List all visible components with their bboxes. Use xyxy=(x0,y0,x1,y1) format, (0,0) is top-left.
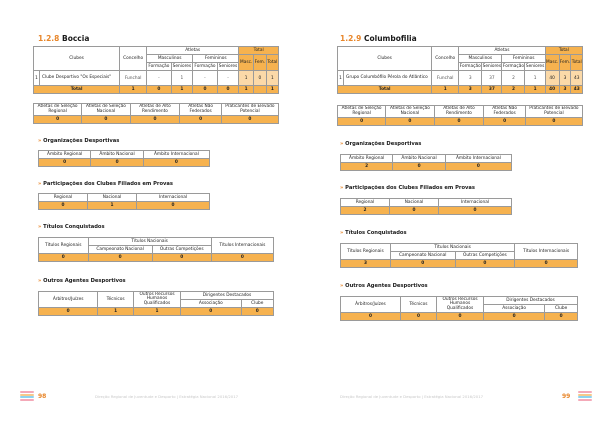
row-index: 1 xyxy=(34,71,40,86)
agents-heading: » Outros Agentes Desportivos xyxy=(38,278,126,284)
header-cell: Internacional xyxy=(439,199,512,207)
part-title: Participações dos Clubes Filiados em Provas xyxy=(43,181,174,187)
header-cell: Internacional xyxy=(137,194,210,202)
header-cell: Regional xyxy=(341,199,390,207)
cell-value: 1 xyxy=(98,308,134,316)
footer-text: Direção Regional de Juventude e Desporto | Estratégia Nacional 2016/2017 xyxy=(340,394,484,399)
section-number: 1.2.9 xyxy=(340,34,362,43)
header-cell: Outras Competições xyxy=(152,246,211,254)
header-clubes: Clubes xyxy=(34,47,120,71)
agents-table xyxy=(340,296,578,321)
cell-value: 0 xyxy=(241,308,273,316)
clubs-table xyxy=(33,46,279,94)
cell-value: 0 xyxy=(437,313,484,321)
header-cell: Praticantes de Elevado Potencial xyxy=(221,104,278,116)
total-label: Total xyxy=(338,86,432,94)
section-number: 1.2.8 xyxy=(38,34,60,43)
cell-value: 2 xyxy=(502,71,525,86)
header-formacao: Formação xyxy=(502,64,524,69)
concelho-value: Funchal xyxy=(120,71,147,86)
concelho-value: Funchal xyxy=(432,71,459,86)
cell-value: 0 xyxy=(39,202,88,210)
cell-value: 1 xyxy=(239,86,254,94)
header-seniores: Seniores xyxy=(482,64,502,69)
org-title: Organizações Desportivas xyxy=(43,138,120,144)
header-cell: Associação xyxy=(181,300,242,308)
titles-title: Títulos Conquistados xyxy=(43,224,105,230)
total-row xyxy=(34,86,279,94)
cell-value: 0 xyxy=(130,116,180,124)
header-masc: Masc. xyxy=(545,55,559,71)
header-cell: Clube xyxy=(241,300,273,308)
cell-value: 0 xyxy=(390,260,455,268)
cell-value: 0 xyxy=(545,313,578,321)
row-index: 1 xyxy=(338,71,344,86)
agents-title: Outros Agentes Desportivos xyxy=(345,283,428,289)
titles-table xyxy=(340,243,578,268)
cell-value: 1 xyxy=(525,86,545,94)
cell-value: 0 xyxy=(39,254,89,262)
org-title: Organizações Desportivas xyxy=(345,141,422,147)
org-table xyxy=(340,154,512,171)
cell-value: 0 xyxy=(400,313,436,321)
selection-table xyxy=(33,103,279,124)
cell-value: 1 xyxy=(266,86,278,94)
cell-value: 0 xyxy=(211,254,273,262)
cell-value: 0 xyxy=(180,116,221,124)
cell-value: 0 xyxy=(181,308,242,316)
titles-title: Títulos Conquistados xyxy=(345,230,407,236)
cell-value: 0 xyxy=(221,116,278,124)
cell-value: 2 xyxy=(341,207,390,215)
header-cell: Âmbito Internacional xyxy=(143,151,209,159)
header-fem: Fem. xyxy=(559,55,571,71)
header-concelho: Concelho xyxy=(120,47,147,71)
header-cell: Outros Recursos Humanos Qualificados xyxy=(134,292,181,308)
header-total-sub: Total xyxy=(571,55,583,71)
table-row xyxy=(338,71,583,86)
cell-value: 0 xyxy=(434,118,484,126)
header-cell: Títulos Internacionais xyxy=(211,238,273,254)
cell-value: 0 xyxy=(525,118,582,126)
header-cell: Clube xyxy=(545,305,578,313)
cell-value: 0 xyxy=(445,163,511,171)
cell-value: 0 xyxy=(515,260,578,268)
cell-value: 1 xyxy=(87,202,136,210)
cell-value: 0 xyxy=(147,86,171,94)
header-fem: Fem. xyxy=(254,55,267,71)
cell-value: 0 xyxy=(341,313,401,321)
cell-value: 0 xyxy=(389,207,438,215)
cell-value: 0 xyxy=(254,71,267,86)
header-clubes: Clubes xyxy=(338,47,432,71)
cell-value: 0 xyxy=(338,118,386,126)
header-cell: Âmbito Regional xyxy=(341,155,393,163)
cell-value: 3 xyxy=(559,71,571,86)
org-heading: » Organizações Desportivas xyxy=(38,138,120,144)
org-table xyxy=(38,150,210,167)
header-masculinos: Masculinos xyxy=(147,55,193,63)
header-cell: Árbitros/Juízes xyxy=(341,297,401,313)
cell-value: 1 xyxy=(266,71,278,86)
header-cell: Títulos Nacionais xyxy=(88,238,211,246)
cell-value: 0 xyxy=(34,116,82,124)
header-cell: Âmbito Regional xyxy=(39,151,91,159)
club-name: Grupo Columbófilo Pérola do Atlântico xyxy=(344,71,432,86)
header-seniores: Seniores xyxy=(218,64,238,69)
header-cell: Títulos Regionais xyxy=(341,244,391,260)
header-cell: Campeonato Nacional xyxy=(390,252,455,260)
cell-value: 0 xyxy=(193,86,217,94)
header-cell: Técnicos xyxy=(98,292,134,308)
header-cell: Atletas de Seleção Regional xyxy=(34,104,82,116)
cell-value: 43 xyxy=(571,86,583,94)
cell-value: 0 xyxy=(88,254,152,262)
header-total: Total xyxy=(545,47,582,55)
header-seniores: Seniores xyxy=(525,64,545,69)
cell-value: - xyxy=(147,71,171,86)
cell-value: 0 xyxy=(484,313,545,321)
total-row xyxy=(338,86,583,94)
header-cell: Técnicos xyxy=(400,297,436,313)
page-number: 98 xyxy=(38,393,47,400)
cell-value: 37 xyxy=(482,86,502,94)
cell-value: 0 xyxy=(137,202,210,210)
cell-value: 0 xyxy=(39,308,98,316)
section-name: Boccia xyxy=(61,34,90,43)
cell-value: 0 xyxy=(393,163,445,171)
header-cell: Títulos Nacionais xyxy=(390,244,514,252)
header-cell: Títulos Internacionais xyxy=(515,244,578,260)
header-cell: Praticantes de Elevado Potencial xyxy=(525,106,582,118)
header-total: Total xyxy=(239,47,279,55)
org-heading: » Organizações Desportivas xyxy=(340,141,422,147)
titles-heading: » Títulos Conquistados xyxy=(38,224,105,230)
header-cell: Atletas de Seleção Nacional xyxy=(386,106,434,118)
decorative-stripes xyxy=(20,391,34,401)
header-formacao: Formação xyxy=(148,64,170,69)
header-cell: Outras Competições xyxy=(455,252,515,260)
titles-heading: » Títulos Conquistados xyxy=(340,230,407,236)
header-cell: Âmbito Internacional xyxy=(445,155,511,163)
header-formacao: Formação xyxy=(194,64,216,69)
cell-value: 0 xyxy=(484,118,525,126)
cell-value: 37 xyxy=(482,71,502,86)
part-title: Participações dos Clubes Filiados em Provas xyxy=(345,185,476,191)
part-table xyxy=(38,193,210,210)
cell-value: 0 xyxy=(439,207,512,215)
header-concelho: Concelho xyxy=(432,47,459,71)
header-cell: Associação xyxy=(484,305,545,313)
header-cell: Atletas Não Federados xyxy=(180,104,221,116)
cell-value: 0 xyxy=(455,260,515,268)
cell-value: 1 xyxy=(171,86,193,94)
header-femininos: Femininos xyxy=(193,55,239,63)
cell-value: - xyxy=(217,71,239,86)
section-name: Columbofilia xyxy=(363,34,417,43)
header-cell: Árbitros/Juízes xyxy=(39,292,98,308)
header-formacao: Formação xyxy=(459,64,481,69)
part-heading: » Participações dos Clubes Filiados em Provas xyxy=(38,181,174,187)
footer-text: Direção Regional de Juventude e Desporto | Estratégia Nacional 2016/2017 xyxy=(95,394,239,399)
cell-value: 0 xyxy=(217,86,239,94)
header-cell: Âmbito Nacional xyxy=(91,151,143,159)
club-name: Clube Desportivo "Os Especiais" xyxy=(40,71,120,86)
total-label: Total xyxy=(34,86,120,94)
cell-value: 1 xyxy=(120,86,147,94)
header-atletas: Atletas xyxy=(459,47,546,55)
cell-value: 1 xyxy=(525,71,545,86)
header-cell: Atletas de Seleção Regional xyxy=(338,106,386,118)
header-masculinos: Masculinos xyxy=(459,55,502,63)
header-cell: Campeonato Nacional xyxy=(88,246,152,254)
cell-value: 40 xyxy=(545,86,559,94)
agents-heading: » Outros Agentes Desportivos xyxy=(340,283,428,289)
cell-value: 0 xyxy=(152,254,211,262)
header-cell: Dirigentes Destacados xyxy=(484,297,578,305)
titles-table xyxy=(38,237,274,262)
header-seniores: Seniores xyxy=(172,64,192,69)
part-heading: » Participações dos Clubes Filiados em Provas xyxy=(340,185,476,191)
header-cell: Regional xyxy=(39,194,88,202)
cell-value: 0 xyxy=(91,159,143,167)
cell-value: 3 xyxy=(559,86,571,94)
cell-value: 40 xyxy=(545,71,559,86)
cell-value: 3 xyxy=(459,86,482,94)
table-row xyxy=(34,71,279,86)
header-cell: Dirigentes Destacados xyxy=(181,292,274,300)
header-total-sub: Total xyxy=(266,55,278,71)
cell-value: 2 xyxy=(341,163,393,171)
cell-value: 0 xyxy=(82,116,130,124)
header-cell: Atletas de Alto Rendimento xyxy=(130,104,180,116)
section-title xyxy=(340,34,417,43)
header-masc: Masc. xyxy=(239,55,254,71)
cell-value: 1 xyxy=(134,308,181,316)
cell-value: 2 xyxy=(502,86,525,94)
header-cell: Nacional xyxy=(87,194,136,202)
header-cell: Títulos Regionais xyxy=(39,238,89,254)
selection-table xyxy=(337,105,583,126)
cell-value: 3 xyxy=(341,260,391,268)
clubs-table xyxy=(337,46,583,94)
cell-value: 0 xyxy=(39,159,91,167)
cell-value: 1 xyxy=(432,86,459,94)
part-table xyxy=(340,198,512,215)
header-cell: Outros Recursos Humanos Qualificados xyxy=(437,297,484,313)
agents-title: Outros Agentes Desportivos xyxy=(43,278,126,284)
header-cell: Âmbito Nacional xyxy=(393,155,445,163)
cell-value: 1 xyxy=(239,71,254,86)
right-page xyxy=(300,0,600,424)
page-number: 99 xyxy=(562,393,571,400)
cell-value: - xyxy=(193,71,217,86)
header-femininos: Femininos xyxy=(502,55,545,63)
cell-value: 43 xyxy=(571,71,583,86)
cell-value: 3 xyxy=(459,71,482,86)
header-atletas: Atletas xyxy=(147,47,239,55)
cell-value: 0 xyxy=(386,118,434,126)
header-cell: Atletas Não Federados xyxy=(484,106,525,118)
header-cell: Atletas de Alto Rendimento xyxy=(434,106,484,118)
cell-value: 1 xyxy=(171,71,193,86)
section-title xyxy=(38,34,89,43)
agents-table xyxy=(38,291,274,316)
header-cell: Atletas de Seleção Nacional xyxy=(82,104,130,116)
decorative-stripes xyxy=(578,391,592,401)
cell-value: 0 xyxy=(143,159,209,167)
header-cell: Nacional xyxy=(389,199,438,207)
